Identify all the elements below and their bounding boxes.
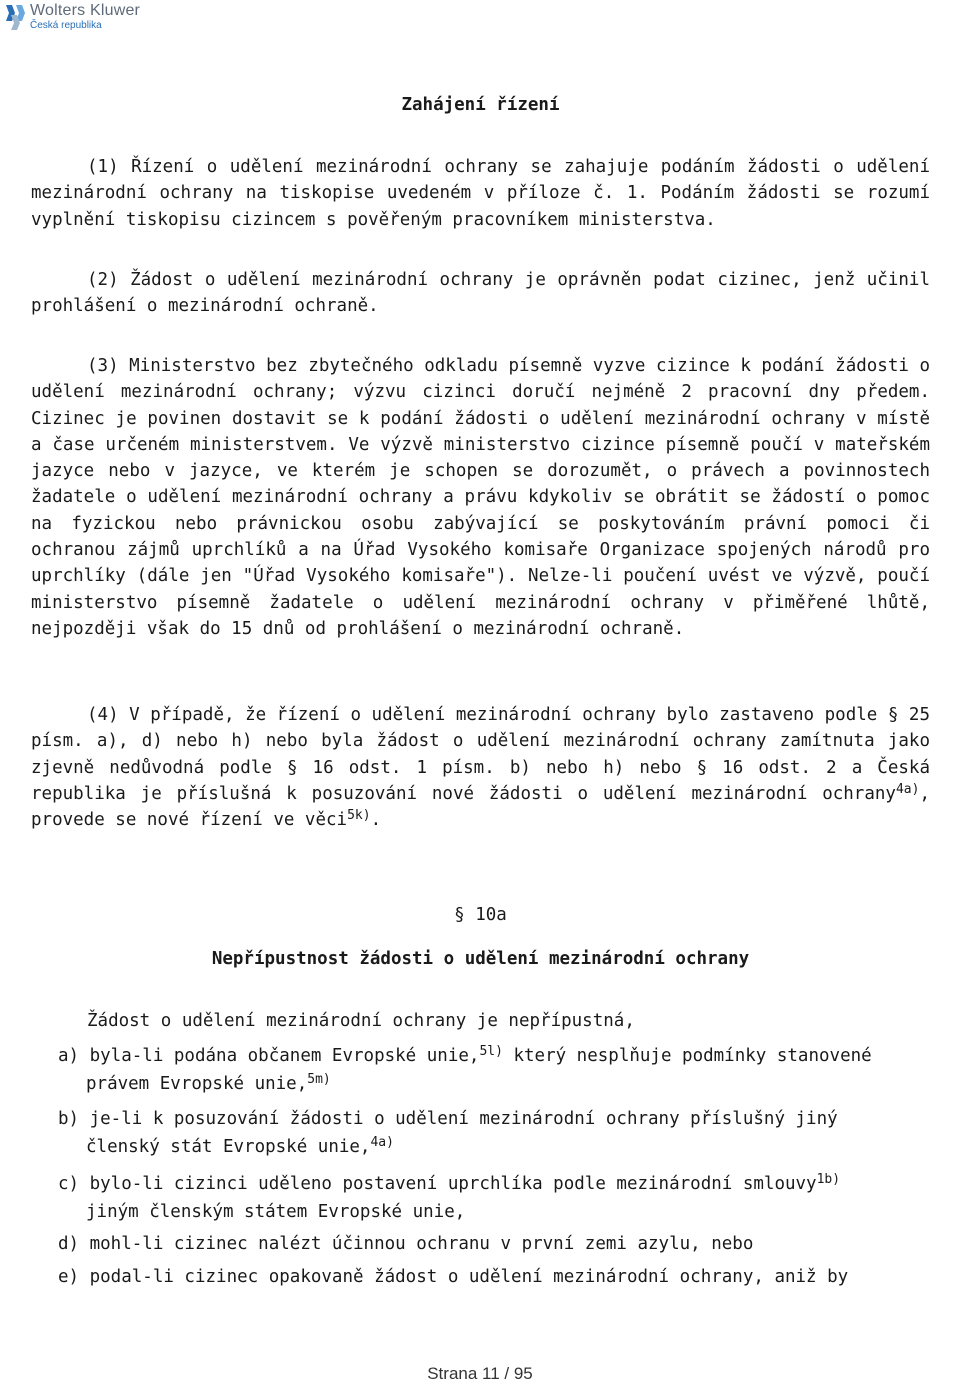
section-title: Nepřípustnost žádosti o udělení mezinárodní ochrany — [211, 949, 750, 969]
brand-region: Česká republika — [30, 20, 102, 31]
page-number: Strana 11 / 95 — [427, 1364, 533, 1383]
paragraph-4 — [31, 702, 930, 833]
footnote-ref: 5l) — [479, 1044, 503, 1059]
footnote-ref: 1b) — [816, 1172, 841, 1187]
paragraph-3: (3) Ministerstvo bez zbytečného odkladu písemně vyzve cizince k podání žádosti o udělení mezinárodní ochrany; výzvu cizinci doručí nejméně 2 pracovní dny předem. Cizinec je povinen dostavit se k podání žádosti o udělení mezinárodní ochrany v místě a čase určeném ministerstvem. Ve výzvě ministerstvo cizince písemně poučí v mateřském jazyce nebo v jazyce, ve kterém je schopen se dorozumět, o právech a povinnostech žadatele o udělení mezinárodní ochrany a právu kdykoliv se obrátit se žádostí o pomoc na fyzickou nebo právnickou osobu zabývající se poskytováním právní pomoci či ochranou zájmů uprchlíků a na Úřad Vysokého komisaře Organizace spojených národů pro uprchlíky (dále jen "Úřad Vysokého komisaře"). Nelze-li poučení uvést ve výzvě, poučí ministerstvo písemně žadatele o udělení mezinárodní ochrany v přiměřené lhůtě, nejpozději však do 15 dnů od prohlášení o mezinárodní ochraně. — [31, 356, 930, 639]
paragraph-4-mid: , provede se nové řízení ve věci — [31, 783, 930, 831]
item-c-text: c) bylo-li cizinci uděleno postavení uprchlíka podle mezinárodní smlouvy — [58, 1174, 817, 1194]
item-a-cont: právem Evropské unie, — [86, 1074, 308, 1094]
publisher-logo — [4, 3, 140, 31]
paragraph-4-text: (4) V případě, že řízení o udělení mezinárodní ochrany bylo zastaveno podle § 25 písm. a), d) nebo h) nebo byla žádost o udělení mezinárodní ochrany zamítnuta jako zjevně nedůvodná podle § 16 odst. 1 písm. b) nebo h) nebo § 16 odst. 2 a Česká republika je příslušná k posuzování nové žádosti o udělení mezinárodní ochrany — [31, 705, 930, 804]
wolters-kluwer-logo-icon — [4, 3, 26, 31]
footnote-ref: 5k) — [347, 808, 371, 824]
list-item-d: d) mohl-li cizinec nalézt účinnou ochranu v první zemi azylu, nebo — [58, 1234, 754, 1254]
paragraph-1: (1) Řízení o udělení mezinárodní ochrany se zahajuje podáním žádosti o udělení mezinárodní ochrany na tiskopise uvedeném v příloze č. 1. Podáním žádosti se rozumí vyplnění tiskopisu cizincem s pověřeným pracovníkem ministerstva. — [31, 157, 930, 230]
section-heading: Zahájení řízení — [401, 95, 560, 115]
item-a-text2: který nesplňuje podmínky stanovené — [502, 1046, 872, 1066]
list-item-e: e) podal-li cizinec opakovaně žádost o udělení mezinárodní ochrany, aniž by — [58, 1267, 849, 1287]
item-b-cont: členský stát Evropské unie, — [86, 1137, 371, 1157]
list-item-a — [58, 1042, 930, 1098]
footnote-ref: 5m) — [307, 1072, 331, 1087]
item-a-text: a) byla-li podána občanem Evropské unie, — [58, 1046, 480, 1066]
paragraph-4-end: . — [370, 810, 382, 831]
item-b-text: b) je-li k posuzování žádosti o udělení mezinárodní ochrany příslušný jiný — [58, 1109, 838, 1129]
list-item-b — [58, 1105, 930, 1161]
section-number: § 10a — [454, 905, 507, 925]
footnote-ref: 4a) — [370, 1135, 394, 1150]
list-item-c — [58, 1170, 930, 1226]
brand-name: Wolters Kluwer — [30, 2, 141, 19]
item-c-cont: jiným členským státem Evropské unie, — [86, 1202, 466, 1222]
footnote-ref: 4a) — [895, 781, 920, 797]
section-intro: Žádost o udělení mezinárodní ochrany je nepřípustná, — [87, 1011, 635, 1031]
paragraph-2: (2) Žádost o udělení mezinárodní ochrany je oprávněn podat cizinec, jenž učinil prohlášení o mezinárodní ochraně. — [31, 270, 930, 317]
